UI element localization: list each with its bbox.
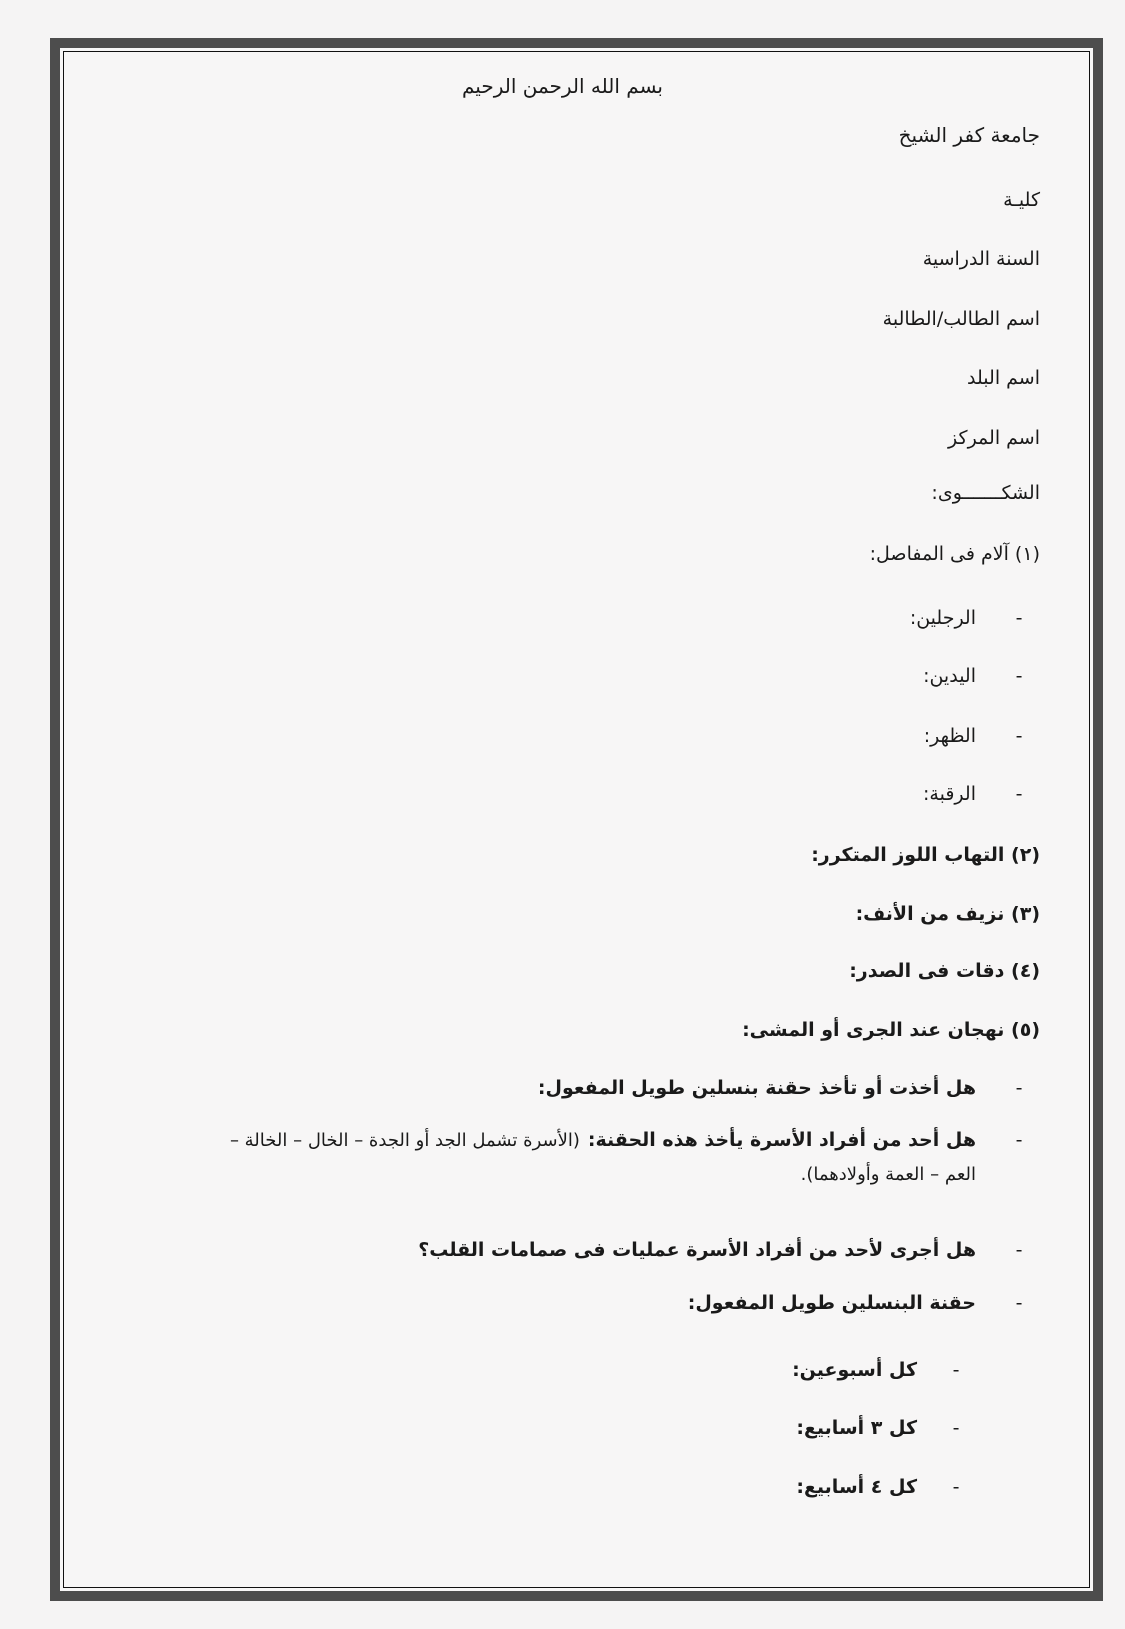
joint-back-label: الظهر:	[923, 725, 976, 747]
item5-input[interactable]	[85, 1018, 732, 1042]
joint-legs-label: الرجلين:	[909, 607, 976, 629]
student-name-field[interactable]	[82, 301, 1040, 331]
bullet-dash: -	[1015, 1239, 1023, 1261]
item3-nosebleed-field[interactable]	[85, 896, 1040, 926]
town-name-label: اسم البلد	[967, 367, 1040, 389]
academic-year-field[interactable]	[710, 241, 1040, 271]
bullet-dash: -	[1015, 1292, 1023, 1314]
item2-input[interactable]	[85, 843, 801, 867]
joint-hands-label: اليدين:	[923, 665, 976, 687]
town-name-input[interactable]	[82, 366, 957, 390]
bullet-dash: -	[1015, 783, 1023, 805]
university-name: جامعة كفر الشيخ	[898, 123, 1040, 147]
item3-label: (٣) نزيف من الأنف:	[855, 903, 1040, 925]
complaints-heading: الشكـــــــوى:	[931, 482, 1040, 504]
q1-penicillin-field[interactable]	[82, 1070, 1040, 1100]
frequency-3-weeks-label: كل ٣ أسابيع:	[796, 1417, 917, 1439]
bullet-dash: -	[952, 1359, 960, 1381]
faculty-label: كليـة	[1003, 189, 1040, 211]
bullet-dash: -	[1015, 1129, 1023, 1151]
item4-input[interactable]	[85, 959, 839, 983]
joint-neck-input[interactable]	[82, 782, 913, 806]
item2-label: (٢) التهاب اللوز المتكرر:	[811, 844, 1040, 866]
q2-note-line2: العم – العمة وأولادهما).	[800, 1164, 976, 1185]
frequency-2-weeks-field[interactable]	[82, 1352, 977, 1382]
joint-back-input[interactable]	[82, 724, 914, 748]
frequency-2-weeks-input[interactable]	[82, 1358, 782, 1382]
q4-label: حقنة البنسلين طويل المفعول:	[687, 1292, 976, 1314]
item4-label: (٤) دقات فى الصدر:	[849, 960, 1040, 982]
district-name-field[interactable]	[90, 420, 1040, 450]
frequency-2-weeks-label: كل أسبوعين:	[792, 1359, 917, 1381]
faculty-input[interactable]	[710, 188, 993, 212]
joint-legs-input[interactable]	[82, 606, 900, 630]
bullet-dash: -	[1015, 607, 1023, 629]
joint-legs-field[interactable]	[82, 600, 1040, 630]
basmala-heading: بسم الله الرحمن الرحيم	[461, 74, 663, 98]
q4-penicillin-frequency-heading	[688, 1291, 1040, 1315]
student-name-input[interactable]	[82, 307, 873, 331]
q2-note-line1: (الأسرة تشمل الجد أو الجدة – الخال – الخالة –	[229, 1130, 580, 1151]
district-name-input[interactable]	[90, 426, 938, 450]
item1-joint-pain-heading: (١) آلام فى المفاصل:	[869, 543, 1040, 565]
q1-input[interactable]	[82, 1076, 528, 1100]
frequency-3-weeks-input[interactable]	[82, 1416, 786, 1440]
frequency-3-weeks-field[interactable]	[82, 1410, 977, 1440]
bullet-dash: -	[1015, 1077, 1023, 1099]
district-name-label: اسم المركز	[948, 427, 1040, 449]
bullet-dash: -	[952, 1476, 960, 1498]
q2-family-injection	[82, 1128, 1040, 1153]
bullet-dash: -	[952, 1417, 960, 1439]
academic-year-label: السنة الدراسية	[922, 248, 1040, 270]
academic-year-input[interactable]	[710, 247, 913, 271]
student-name-label: اسم الطالب/الطالبة	[882, 308, 1040, 330]
bullet-dash: -	[1015, 725, 1023, 747]
item2-tonsillitis-field[interactable]	[85, 837, 1040, 867]
item4-palpitations-field[interactable]	[85, 953, 1040, 983]
bullet-dash: -	[1015, 665, 1023, 687]
joint-hands-field[interactable]	[82, 658, 1040, 688]
faculty-field[interactable]	[710, 182, 1040, 212]
q3-input[interactable]	[82, 1238, 408, 1262]
joint-neck-label: الرقبة:	[923, 783, 976, 805]
item5-label: (٥) نهجان عند الجرى أو المشى:	[742, 1019, 1040, 1041]
q2-label: هل أحد من أفراد الأسرة يأخذ هذه الحقنة:	[587, 1129, 976, 1151]
q3-valve-surgery-field[interactable]	[82, 1232, 1040, 1262]
joint-neck-field[interactable]	[82, 776, 1040, 806]
frequency-4-weeks-field[interactable]	[82, 1469, 977, 1499]
joint-hands-input[interactable]	[82, 664, 913, 688]
q1-label: هل أخذت أو تأخذ حقنة بنسلين طويل المفعول:	[537, 1077, 976, 1099]
frequency-4-weeks-label: كل ٤ أسابيع:	[796, 1476, 917, 1498]
q3-label: هل أجرى لأحد من أفراد الأسرة عمليات فى صمامات القلب؟	[418, 1239, 976, 1261]
item3-input[interactable]	[85, 902, 846, 926]
joint-back-field[interactable]	[82, 718, 1040, 748]
frequency-4-weeks-input[interactable]	[82, 1475, 786, 1499]
town-name-field[interactable]	[82, 360, 1040, 390]
item5-dyspnea-field[interactable]	[85, 1012, 1040, 1042]
